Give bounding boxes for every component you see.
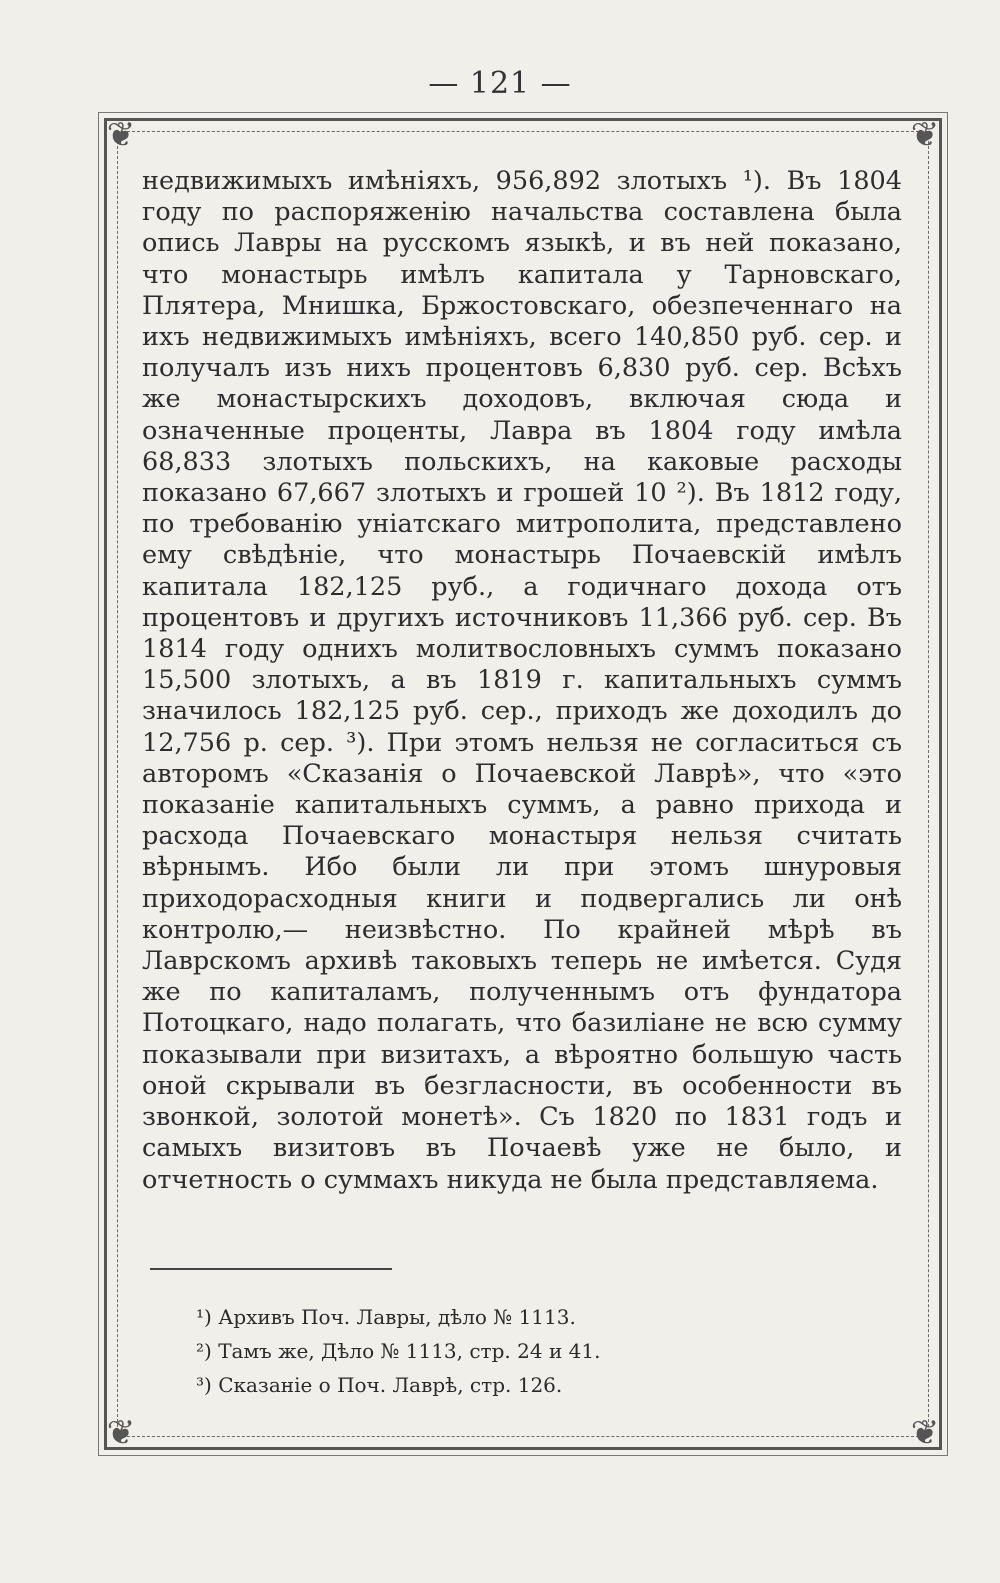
footnote-text: Тамъ же, Дѣло № 1113, стр. 24 и 41. <box>218 1339 601 1363</box>
page-number: — 121 — <box>428 66 572 101</box>
body-paragraph: недвижимыхъ имѣніяхъ, 956,892 злотыхъ ¹). Въ 1804 году по распоряженію начальства составлена была опись Лавры на русскомъ языкѣ, и въ ней показано, что монастырь имѣлъ капитала у Тарновскаго, Плятера, Мнишка, Бржостовскаго, обезпеченнаго на ихъ недвижимыхъ имѣніяхъ, всего 140,850 руб. сер. и получалъ изъ нихъ процентовъ 6,830 руб. сер. Всѣхъ же монастырскихъ доходовъ, включая сюда и означенные проценты, Лавра въ 1804 году имѣла 68,833 злотыхъ польскихъ, на каковые расходы показано 67,667 злотыхъ и грошей 10 ²). Въ 1812 году, по требованію уніатскаго митрополита, представлено ему свѣдѣніе, что монастырь Почаевскій имѣлъ капитала 182,125 руб., а годичнаго дохода отъ процентовъ и другихъ источниковъ 11,366 руб. сер. Въ 1814 году однихъ молитвословныхъ суммъ показано 15,500 злотыхъ, а въ 1819 г. капитальныхъ суммъ значилось 182,125 руб. сер., приходъ же доходилъ до 12,756 р. сер. ³). При этомъ нельзя не согласиться съ авторомъ «Сказанія о Почаевской Лаврѣ», что «это показаніе капитальныхъ суммъ, а равно прихода и расхода Почаевскаго монастыря нельзя считать вѣрнымъ. Ибо были ли при этомъ шнуровыя приходорасходныя книги и подвергались ли онѣ контролю,— неизвѣстно. По крайней мѣрѣ въ Лаврскомъ архивѣ таковыхъ теперь не имѣется. Судя же по капиталамъ, полученнымъ отъ фундатора Потоцкаго, надо полагать, что базиліане не всю сумму показывали при визитахъ, а вѣроятно большую часть оной скрывали въ безгласности, въ особенности въ звонкой, золотой монетѣ». Съ 1820 по 1831 годъ и самыхъ визитовъ въ Почаевѣ уже не было, и отчетность о суммахъ никуда не была представляема. <box>142 166 902 1195</box>
footnote <box>196 1368 896 1402</box>
corner-ornament-icon: ❦ <box>106 115 136 155</box>
footnote <box>196 1334 896 1368</box>
footnotes <box>196 1300 896 1402</box>
footnote-mark: ²) <box>196 1339 212 1363</box>
corner-ornament-icon: ❦ <box>910 115 940 155</box>
footnote-divider <box>150 1268 392 1270</box>
footnote-text: Архивъ Поч. Лавры, дѣло № 1113. <box>218 1305 576 1329</box>
footnote <box>196 1300 896 1334</box>
footnote-mark: ³) <box>196 1373 212 1397</box>
footnote-text: Сказаніе о Поч. Лаврѣ, стр. 126. <box>218 1373 563 1397</box>
footnote-mark: ¹) <box>196 1305 212 1329</box>
corner-ornament-icon: ❦ <box>106 1413 136 1453</box>
corner-ornament-icon: ❦ <box>910 1413 940 1453</box>
